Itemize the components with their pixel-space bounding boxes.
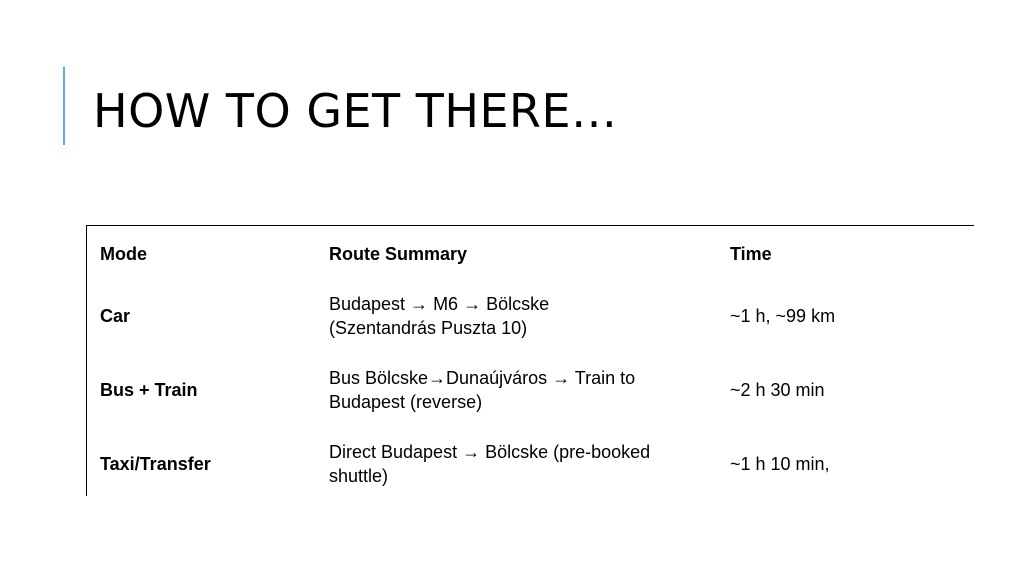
header-route-summary: Route Summary: [329, 244, 468, 264]
row-taxi-transfer-time: ~1 h 10 min,: [730, 454, 830, 474]
row-bus-train-time: ~2 h 30 min: [730, 380, 825, 400]
header-mode: Mode: [100, 244, 147, 264]
row-car-mode: Car: [100, 306, 131, 326]
title-accent-bar: [63, 67, 65, 145]
route-line: Bus Bölcske→Dunaújváros → Train to: [329, 368, 636, 388]
route-line: Budapest → M6 → Bölcske: [329, 294, 550, 314]
row-taxi-transfer-route: [329, 438, 714, 490]
route-table: [86, 225, 974, 496]
row-car-time: ~1 h, ~99 km: [730, 306, 836, 326]
row-bus-train-route: [329, 364, 714, 416]
route-line: shuttle): [329, 466, 389, 486]
route-line: Budapest (reverse): [329, 392, 483, 412]
slide-title: HOW TO GET THERE…: [93, 84, 618, 138]
row-car-route: [329, 290, 714, 342]
header-time: Time: [730, 244, 772, 264]
route-line: Direct Budapest → Bölcske (pre-booked: [329, 442, 651, 462]
route-line: (Szentandrás Puszta 10): [329, 318, 528, 338]
row-taxi-transfer-mode: Taxi/Transfer: [100, 454, 211, 474]
row-bus-train-mode: Bus + Train: [100, 380, 198, 400]
